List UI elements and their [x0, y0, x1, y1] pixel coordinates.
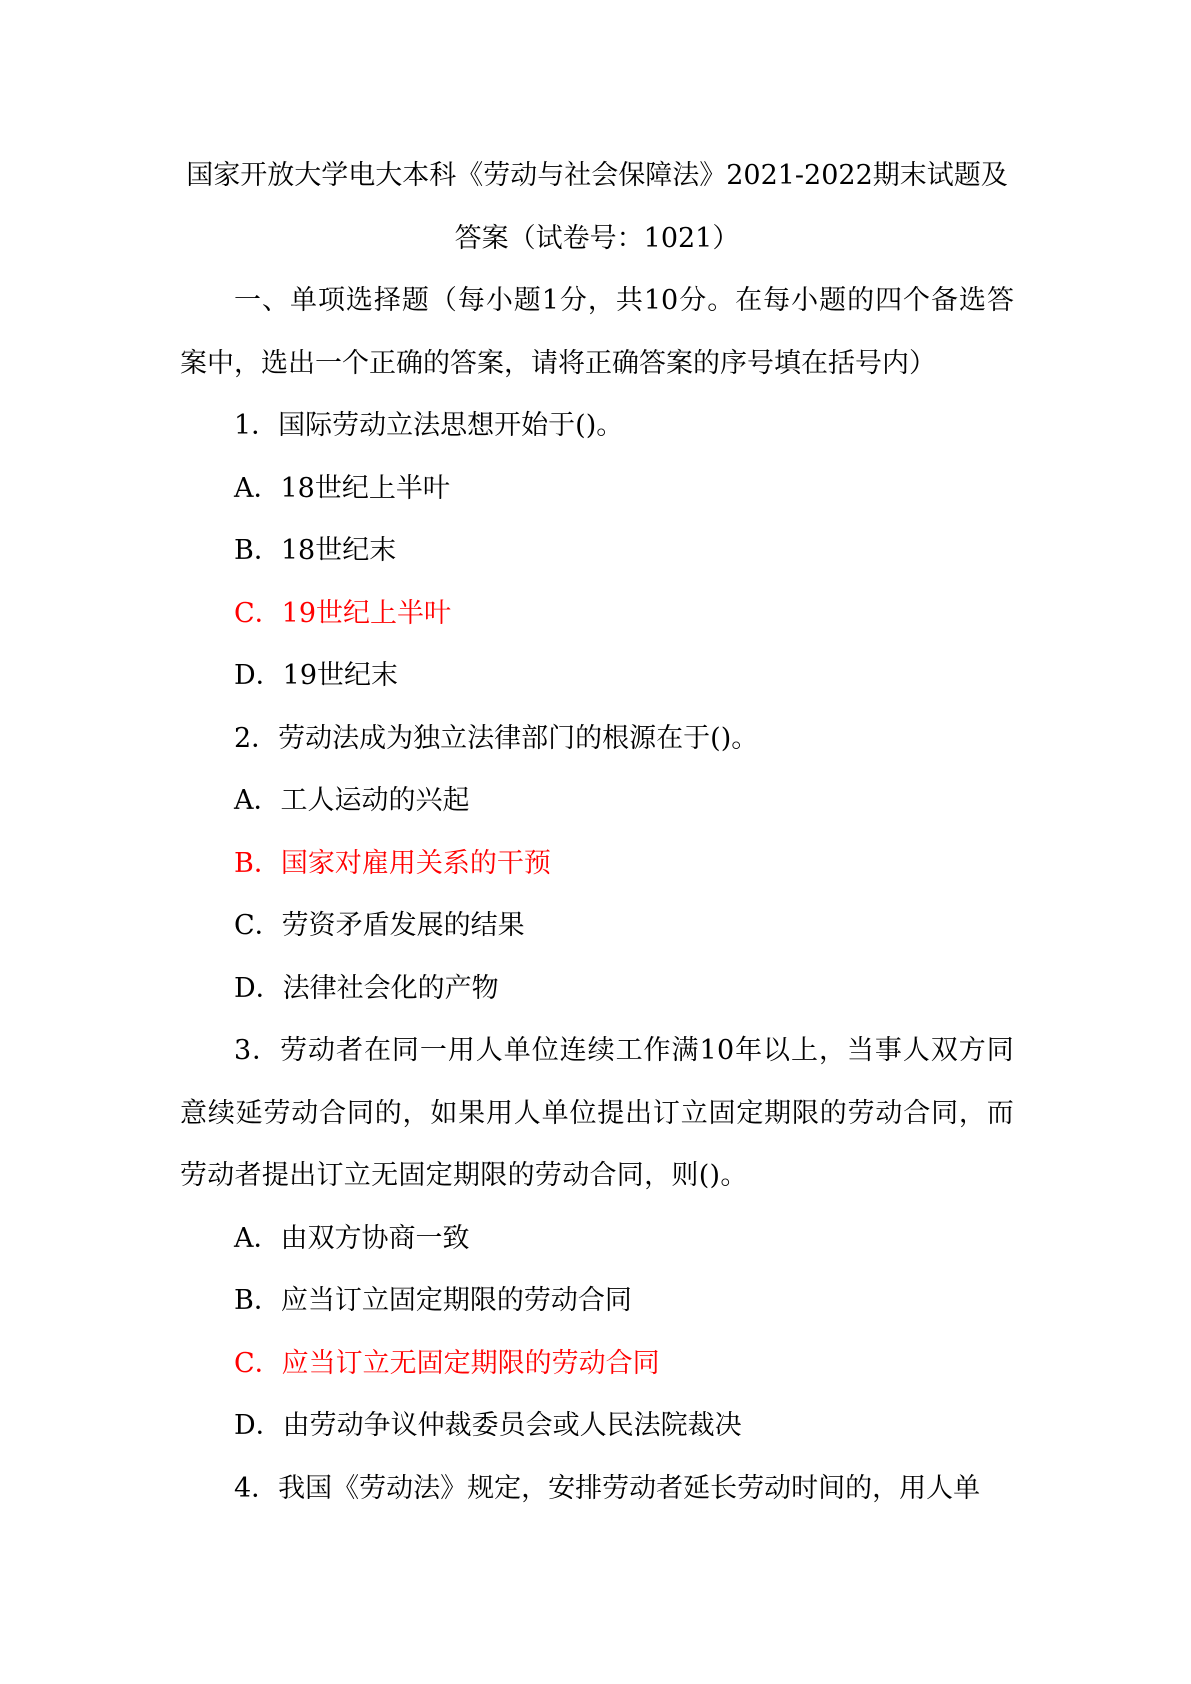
- question-1-option-a: A．18世纪上半叶: [234, 472, 450, 504]
- question-3-option-c-correct: C．应当订立无固定期限的劳动合同: [234, 1347, 660, 1379]
- question-4-stem: 4．我国《劳动法》规定，安排劳动者延长劳动时间的，用人单: [234, 1472, 981, 1504]
- document-content: [180, 145, 1014, 1520]
- question-3-option-b: B．应当订立固定期限的劳动合同: [234, 1285, 632, 1316]
- question-2-option-d: D．法律社会化的产物: [234, 972, 499, 1004]
- question-1-option-c-correct: C．19世纪上半叶: [234, 597, 452, 629]
- question-2-option-a: A．工人运动的兴起: [234, 785, 470, 816]
- question-2-option-b-correct: B．国家对雇用关系的干预: [234, 847, 551, 879]
- question-1-option-d: D．19世纪末: [234, 660, 399, 691]
- question-3-option-d: D．由劳动争议仲裁委员会或人民法院裁决: [234, 1410, 742, 1441]
- question-2-option-c: C．劳资矛盾发展的结果: [234, 910, 525, 941]
- question-2-stem: 2．劳动法成为独立法律部门的根源在于()。: [234, 722, 759, 754]
- question-1-stem: 1．国际劳动立法思想开始于()。: [234, 410, 624, 441]
- section-header: 一、单项选择题（每小题1分，共10分。在每小题的四个备选答案中，选出一个正确的答案，请将正确答案的序号填在括号内）: [180, 285, 1014, 379]
- question-3-stem: 3．劳动者在同一用人单位连续工作满10年以上，当事人双方同意续延劳动合同的，如果用人单位提出订立固定期限的劳动合同，而劳动者提出订立无固定期限的劳动合同，则()。: [180, 1035, 1014, 1191]
- question-1-option-b: B．18世纪末: [234, 535, 397, 566]
- question-3-option-a: A．由双方协商一致: [234, 1222, 470, 1254]
- document-title: 国家开放大学电大本科《劳动与社会保障法》2021-2022期末试题及答案（试卷号：1021）: [186, 160, 1008, 254]
